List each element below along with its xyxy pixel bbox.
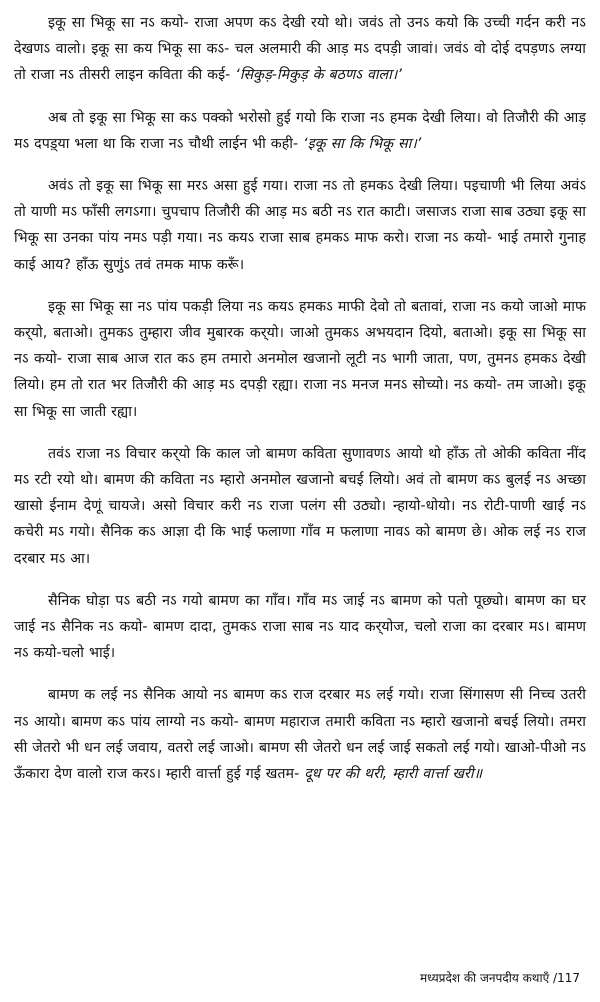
paragraph-3-text: अवंऽ तो इकू सा भिकू सा मरऽ असा हुई गया। राजा नऽ तो हमकऽ देखी लिया। पइचाणी भी लिया अवंऽ तो याणी मऽ फाँसी लगऽगा। चुपचाप तिजौरी की आड़ मऽ बठी नऽ रात काटी। जसाजऽ राजा साब उठ्या इकू सा भिकू सा उनका पांय नमऽ पड़ी गया। नऽ कयऽ राजा साब हमकऽ माफ करो। राजा नऽ कयो- भाई तमारो गुनाह काई आय? हाँऊ सुणुंऽ तवं तमक माफ करूँ।	[14, 178, 586, 273]
paragraph-7	[14, 682, 586, 787]
paragraph-5-text: तवंऽ राजा नऽ विचार कर्‌यो कि काल जो बामण कविता सुणावणऽ आयो थो हाँऊ तो ओकी कविता नींद मऽ रटी रयो थो। बामण की कविता नऽ म्हारो अनमोल खजानो बचई लियो। अवं तो बामण कऽ बुलई नऽ अच्छा खासो ईनाम देणूं चायजे। असो विचार करी नऽ राजा पलंग सी उठ्यो। न्हायो-धोयो। नऽ रोटी-पाणी खाई नऽ कचेरी मऽ गयो। सैनिक कऽ आज्ञा दी कि भाई फलाणा गाँव म फलाणा नावऽ को बामण छे। ओक लई नऽ राज दरबार मऽ आ।	[14, 445, 586, 567]
paragraph-7-text: बामण क लई नऽ सैनिक आयो नऽ बामण कऽ राज दरबार मऽ लई गयो। राजा सिंगासण सी निच्च उतरी नऽ आयो। बामण कऽ पांय लाग्यो नऽ कयो- बामण महाराज तमारी कविता नऽ म्हारो खजानो बचई लियो। तमरा सी जेतरो भी धन लई जवाय, वतरो लई जाओ। बामण सी जेतरो धन लई जाई सकतो लई गयो। खाओ-पीओ नऽ ऊँकारा देण वालो राज करऽ। म्हारी वार्त्ता हुई गई खतम-	[14, 687, 586, 783]
paragraph-2	[14, 105, 586, 157]
paragraph-6	[14, 588, 586, 667]
paragraph-5	[14, 441, 586, 572]
paragraph-7-closing-verse: दूध पर की थरी, म्हारी वार्त्ता खरी॥	[304, 766, 483, 783]
paragraph-6-text: सैनिक घोड़ा पऽ बठी नऽ गयो बामण का गाँव। गाँव मऽ जाई नऽ बामण को पतो पूछ्यो। बामण का घर जाई नऽ सैनिक नऽ कयो- बामण दादा, तुमकऽ राजा साब नऽ याद कर्‌योज, चलो राजा का दरबार मऽ। बामण नऽ कयो-चलो भाई।	[14, 592, 586, 662]
paragraph-4	[14, 294, 586, 425]
paragraph-2-text: अब तो इकू सा भिकू सा कऽ पक्को भरोसो हुई गयो कि राजा नऽ हमक देखी लिया। वो तिजौरी की आड़ मऽ दपड़्या भला था कि राजा नऽ चौथी लाईन भी कही-	[14, 109, 586, 152]
page-footer: मध्यप्रदेश की जनपदीय कथाएँ /117	[420, 971, 580, 985]
paragraph-2-verse: ‘इकू सा कि भिकू सा।’	[303, 135, 422, 152]
paragraph-4-text: इकू सा भिकू सा नऽ पांय पकड़ी लिया नऽ कयऽ हमकऽ माफी देवो तो बतावां, राजा नऽ कयो जाओ माफ कर्‌यो, बताओ। तुमकऽ तुम्हारा जीव मुबारक कर्‌यो। जाओ तुमकऽ अभयदान दियो, बताओ। इकू सा भिकू सा नऽ कयो- राजा साब आज रात कऽ हम तमारो अनमोल खजानो लूटी नऽ भागी जाता, पण, तुमनऽ हमकऽ देखी लियो। हम तो रात भर तिजौरी की आड़ मऽ दपड़ी रह्या। राजा नऽ मनज मनऽ सोच्यो। नऽ कयो- तम जाओ। इकू सा भिकू सा जाती रह्या।	[14, 298, 586, 420]
paragraph-1-text: इकू सा भिकू सा नऽ कयो- राजा अपण कऽ देखी रयो थो। जवंऽ तो उनऽ कयो कि उच्ची गर्दन करी नऽ देखणऽ वालो। इकू सा कय भिकू सा कऽ- चल अलमारी की आड़ मऽ दपड़ी जावां। जवंऽ वो दोई दपड़णऽ लग्या तो राजा नऽ तीसरी लाइन कविता की कई-	[14, 15, 586, 84]
paragraph-3	[14, 173, 586, 278]
paragraph-1	[14, 10, 586, 89]
paragraph-1-verse: ‘सिकुड़-मिकुड़ के बठणऽ वाला।’	[235, 67, 402, 84]
